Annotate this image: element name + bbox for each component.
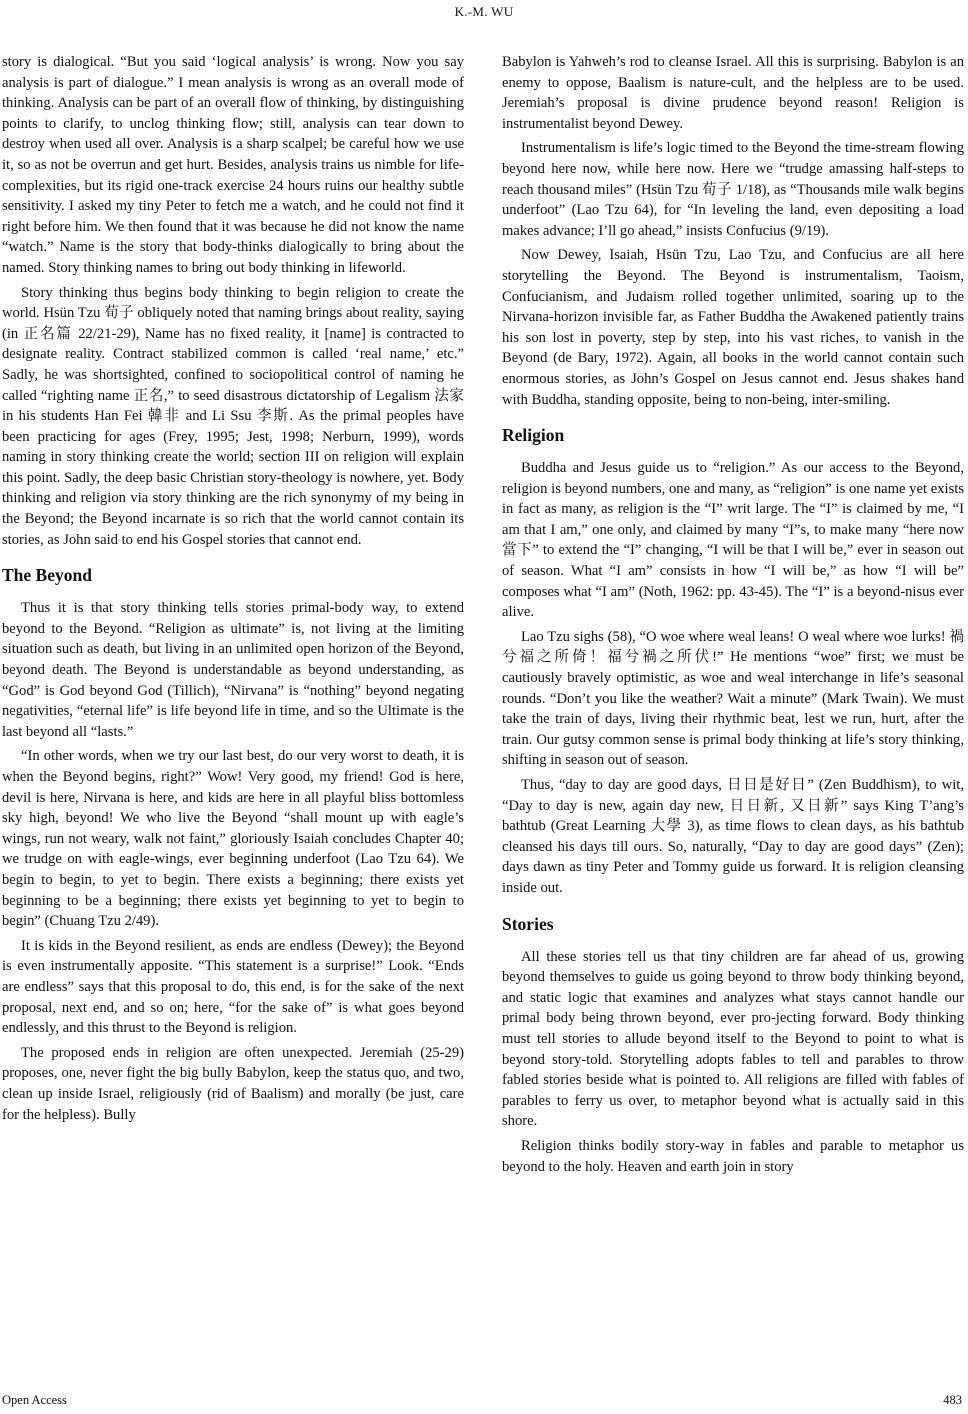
left-column (2, 52, 464, 1129)
page-number: 483 (943, 1393, 962, 1407)
paragraph: Now Dewey, Isaiah, Hsün Tzu, Lao Tzu, and Confucius are all here storytelling the Beyond. The Beyond is instrumentalism, Taoism, Confucianism, and Judaism rolled together unlimited, soaring up to the Nirvana-horizon invisible far, as Father Buddha the Awakened patiently trains his son lost in poverty, step by step, into his vast riches, to vanish in the Beyond (de Bary, 1972). Again, all books in the world cannot contain such enormous stories, as John’s Gospel on Jesus cannot end. Jesus shakes hand with Buddha, standing opposite, being to non-being, inter-smiling. (502, 247, 964, 408)
paragraph: Thus it is that story thinking tells stories primal-body way, to extend beyond to the Beyond. “Religion as ultimate” is, not living at the limiting situation such as death, but living in an unlimited open horizon of the Beyond, beyond death. The Beyond is understandable as beyond understanding, as “God” is God beyond God (Tillich), “Nirvana” is “nothing” beyond negating negativities, “eternal life” is life beyond life in time, and so the Ultimate is the last beyond all “lasts.” (2, 600, 464, 740)
section-heading-the-beyond: The Beyond (2, 565, 92, 586)
paragraph: story is dialogical. “But you said ‘logical analysis’ is wrong. Now you say analysis is part of dialogue.” I mean analysis is wrong as an overall mode of thinking. Analysis can be part of an overall flow of thinking, by distinguishing points to clarify, to unclog thinking flow; still, analysis can tear down to destroy when used all over. Analysis is a sharp scalpel; be careful how we use it, so as not be overrun and get hurt. Besides, analysis trains us nimble for life-complexities, but its rigid one-track exercise 24 hours ruins our healthy subtle sensitivity. I asked my tiny Peter to fetch me a watch, and he could not find it right before him. We then found that it was because he did not know the name “watch.” Name is the story that body-thinks dialogically to bring about the named. Story thinking names to bring out body thinking in lifeworld. (2, 54, 464, 276)
section-heading-religion: Religion (502, 425, 565, 446)
footer-journal: Open Access (2, 1393, 67, 1407)
paragraph: All these stories tell us that tiny children are far ahead of us, growing beyond themselves to guide us going beyond to throw body thinking beyond, and static logic that examines and analyzes what stays cannot handle our primal body being thrown beyond, ever pro-jecting forward. Body thinking must tell stories to allude beyond itself to the Beyond to point to what is beyond story-told. Storytelling adopts fables to tell and parables to throw fabled stories beside what is pointed to. All religions are filled with fables of parables to ferry us over, to metaphor beyond what is actually said in this shore. (502, 948, 964, 1130)
paragraph: It is kids in the Beyond resilient, as ends are endless (Dewey); the Beyond is even instrumentally apposite. “This statement is a surprise!” Look. “Ends are endless” says that this proposal to do, this end, is for the sake of the next proposal, next end, and so on; here, “for the sake of” is what goes beyond endlessly, and this thrust to the Beyond is religion. (2, 937, 464, 1037)
paragraph: Babylon is Yahweh’s rod to cleanse Israel. All this is surprising. Babylon is an enemy to oppose, Baalism is nature-cult, and the helpless are to be used. Jeremiah’s proposal is divine prudence beyond reason! Religion is instrumentalist beyond Dewey. (502, 54, 964, 132)
paragraph: “In other words, when we try our last best, do our very worst to death, it is when the Beyond begins, right?” Wow! Very good, my friend! God is here, devil is here, Nirvana is here, and kids are here in all playful bliss bottomless sky high, beyond! We who live the Beyond “shall mount up with eagle’s wings, run not weary, walk not faint,” gloriously Isaiah concludes Chapter 40; we trudge on with eagle-wings, ever beginning underfoot (Lao Tzu 64). We begin to begin, to yet to begin. There exists a beginning; there exists yet beginning to be a beginning; there exists yet beginning to yet to begin to begin” (Chuang Tzu 2/49). (2, 748, 464, 930)
paragraph: Buddha and Jesus guide us to “religion.” As our access to the Beyond, religion is beyond numbers, one and many, as “religion” is one name yet exists in fact as many, as religion is the “I” writ large. The “I” is claimed by me, “I am that I am,” one only, and claimed by many “I”s, to make many “here now 當下” to extend the “I” changing, “I will be that I will be,” ever in season out of season. What “I am” consists in how “I will be,” as how “I will be” composes what “I am” (Noth, 1962: pp. 43-45). The “I” is a beyond-nisus ever alive. (502, 460, 964, 621)
section-heading-stories: Stories (502, 913, 554, 934)
paragraph: Instrumentalism is life’s logic timed to the Beyond the time-stream flowing beyond here now, while here now. Here we “trudge amassing half-steps to reach thousand miles” (Hsün Tzu 荀子 1/18), as “Thousands mile walk begins underfoot” (Lao Tzu 64), for “In leveling the land, even depositing a load makes advance; I’ll go ahead,” insists Confucius (9/19). (502, 140, 964, 239)
running-head: K.-M. WU (454, 4, 514, 19)
paragraph: Thus, “day to day are good days, 日日是好日” (Zen Buddhism), to wit, “Day to day is new, again day new, 日日新, 又日新” says King T’ang’s bathtub (Great Learning 大學 3), as time flows to clean days, as his bathtub cleansed his days till ours. So, naturally, “Day to day are good days” (Zen); days dawn as tiny Peter and Tommy guide us forward. It is religion cleansing inside out. (502, 777, 964, 896)
paragraph: Story thinking thus begins body thinking to begin religion to create the world. Hsün Tzu 荀子 obliquely noted that naming brings about reality, saying (in 正名篇 22/21-29), Name has no fixed reality, it [name] is contracted to designate reality. Contract stabilized common is called ‘real name,’ etc.” Sadly, he was shortsighted, confined to sociopolitical control of naming he called “righting name 正名,” to seed disastrous dictatorship of Legalism 法家 in his students Han Fei 韓非 and Li Ssu 李斯. As the primal peoples have been practicing for ages (Frey, 1995; Jest, 1998; Nerburn, 1999), words naming in story thinking create the world; section III on religion will explain this point. Sadly, the deep basic Christian story-theology is nowhere, yet. Body thinking and religion via story thinking are the rich synonymy of my being in the Beyond; the Beyond incarnate is so rich that the world cannot contain its stories, as John said to end his Gospel stories that cannot end. (2, 284, 464, 548)
paragraph: The proposed ends in religion are often unexpected. Jeremiah (25-29) proposes, one, never fight the big bully Babylon, keep the status quo, and two, clean up inside Israel, religiously (rid of Baalism) and morally (be just, care for the helpless). Bully (2, 1044, 464, 1123)
paragraph: Religion thinks bodily story-way in fables and parable to metaphor us beyond to the holy. Heaven and earth join in story (502, 1137, 964, 1175)
right-column (502, 52, 964, 1181)
paragraph: Lao Tzu sighs (58), “O woe where weal leans! O weal where woe lurks! 禍兮福之所倚！福兮禍之所伏!” He mentions “woe” first; we must be cautiously bravely optimistic, as woe and weal interchange in life’s seasonal rounds. “Don’t you like the weather? Wait a minute” (Mark Twain). We must take the train of days, living their rhythmic beat, lest we run, hurt, after the train. Our gutsy common sense is primal body thinking at life’s story thinking, shifting in season out of season. (502, 628, 964, 769)
